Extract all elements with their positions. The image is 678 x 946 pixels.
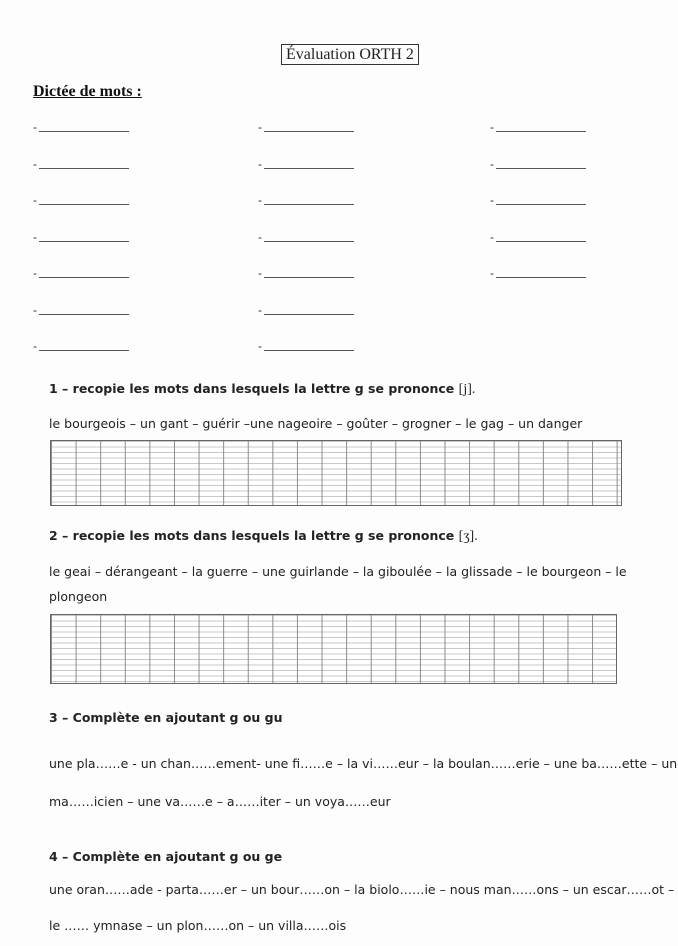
dash: - [258, 266, 262, 280]
exercise-2-words-line-1: le geai – dérangeant – la guerre – une guirlande – la giboulée – la glissade – le bourgeon – le [49, 564, 627, 579]
blank-line [39, 314, 129, 315]
blank-line [39, 204, 129, 205]
dash: - [33, 266, 37, 280]
dash: - [490, 266, 494, 280]
exercise-2-words-line-2: plongeon [49, 589, 108, 604]
exercise-1-title [49, 381, 475, 398]
dash: - [490, 156, 494, 171]
dash: - [33, 302, 37, 317]
blank-line [496, 131, 586, 132]
dash: - [258, 339, 262, 353]
exercise-3-line-2[interactable]: ma……icien – une va……e – a……iter – un voya……eur [49, 794, 391, 809]
exercise-3-title: 3 – Complète en ajoutant g ou gu [49, 710, 283, 725]
exercise-1-instruction: 1 – recopie les mots dans lesquels la lettre g se prononce [49, 381, 455, 396]
blank-line [264, 168, 354, 169]
blank-line [496, 241, 586, 242]
page-title: Évaluation ORTH 2 [281, 44, 419, 65]
exercise-3-line-1[interactable]: une pla……e - un chan……ement- une fi……e – la vi……eur – la boulan……erie – une ba……ette – un [49, 756, 678, 771]
dash: - [258, 229, 262, 244]
blank-line [264, 314, 354, 315]
exercise-4-title: 4 – Complète en ajoutant g ou ge [49, 849, 283, 864]
phoneme-zh: [ʒ]. [458, 529, 478, 544]
blank-line [39, 350, 129, 351]
exercise-2-writing-grid[interactable] [50, 614, 617, 684]
dash: - [258, 120, 262, 134]
blank-line [264, 350, 354, 351]
exercise-4-line-1[interactable]: une oran……ade - parta……er – un bour……on – la biolo……ie – nous man……ons – un escar……ot – [49, 882, 675, 897]
exercise-2-instruction: 2 – recopie les mots dans lesquels la lettre g se prononce [49, 528, 455, 543]
dash: - [33, 156, 37, 171]
exercise-2-title [49, 528, 478, 545]
dictee-heading: Dictée de mots : [33, 83, 142, 100]
blank-line [39, 277, 129, 278]
phoneme-j: [j]. [458, 382, 476, 397]
dash: - [490, 229, 494, 244]
blank-line [39, 168, 129, 169]
blank-line [264, 277, 354, 278]
dash: - [258, 193, 262, 207]
dash: - [258, 302, 262, 317]
dash: - [33, 339, 37, 353]
blank-line [39, 131, 129, 132]
blank-line [496, 168, 586, 169]
blank-line [264, 204, 354, 205]
exercise-1-words: le bourgeois – un gant – guérir –une nageoire – goûter – grogner – le gag – un danger [49, 416, 583, 431]
blank-line [264, 131, 354, 132]
exercise-1-writing-grid[interactable] [50, 440, 622, 506]
blank-line [264, 241, 354, 242]
dash: - [33, 193, 37, 207]
dash: - [33, 120, 37, 134]
dash: - [490, 120, 494, 134]
dash: - [490, 193, 494, 207]
dash: - [33, 229, 37, 244]
blank-line [496, 277, 586, 278]
dash: - [258, 156, 262, 171]
exercise-4-line-2[interactable]: le …… ymnase – un plon……on – un villa……ois [49, 918, 347, 933]
blank-line [39, 241, 129, 242]
blank-line [496, 204, 586, 205]
